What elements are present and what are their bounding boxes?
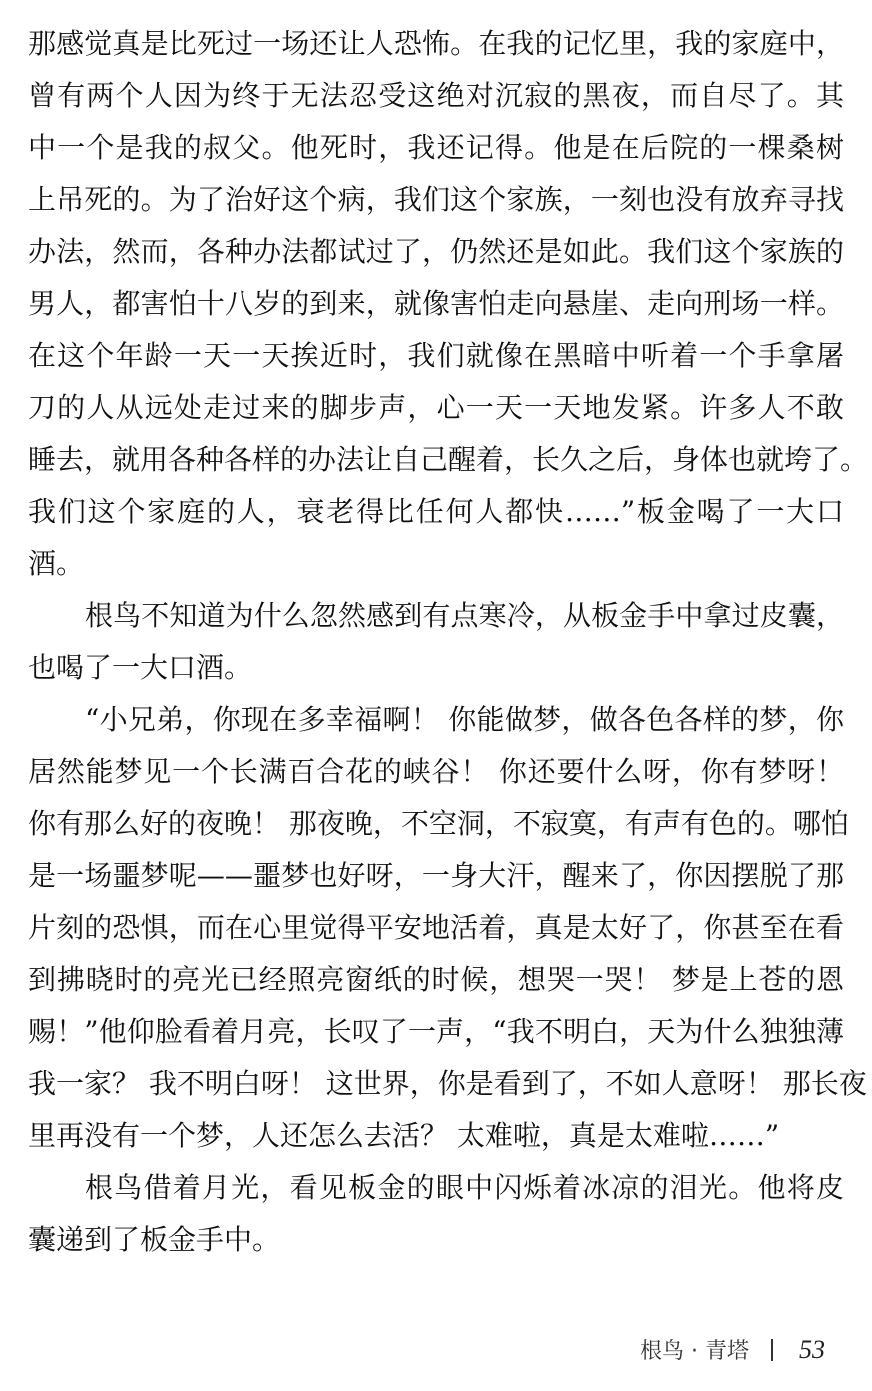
text-line: 我一家？ 我不明白呀！ 这世界，你是看到了，不如人意呀！ 那长夜 <box>28 1067 867 1100</box>
text-line: 刀的人从远处走过来的脚步声，心一天一天地发紧。许多人不敢 <box>28 391 844 424</box>
text-line: 办法，然而，各种办法都试过了，仍然还是如此。我们这个家族的 <box>28 235 844 268</box>
paragraph <box>28 1162 844 1266</box>
text-line: 中一个是我的叔父。他死时，我还记得。他是在后院的一棵桑树 <box>28 131 844 164</box>
text-line: 居然能梦见一个长满百合花的峡谷！ 你还要什么呀，你有梦呀！ <box>28 755 844 788</box>
paragraph <box>28 694 867 1162</box>
text-line: 睡去，就用各种各样的办法让自己醒着，长久之后，身体也就垮了。 <box>28 443 869 476</box>
text-line: 是一场噩梦呢——噩梦也好呀，一身大汗，醒来了，你因摆脱了那 <box>28 859 844 892</box>
text-line: 曾有两个人因为终于无法忍受这绝对沉寂的黑夜，而自尽了。其 <box>28 79 844 112</box>
text-line: 在这个年龄一天一天挨近时，我们就像在黑暗中听着一个手拿屠 <box>28 339 844 372</box>
text-line: 片刻的恐惧，而在心里觉得平安地活着，真是太好了，你甚至在看 <box>28 911 844 944</box>
footer-divider <box>771 1339 773 1361</box>
paragraph <box>28 18 869 590</box>
text-line: 上吊死的。为了治好这个病，我们这个家族，一刻也没有放弃寻找 <box>28 183 844 216</box>
text-line: 你有那么好的夜晚！ 那夜晚，不空洞，不寂寞，有声有色的。哪怕 <box>28 807 849 840</box>
paragraph <box>28 590 844 694</box>
text-line: 男人，都害怕十八岁的到来，就像害怕走向悬崖、走向刑场一样。 <box>28 287 844 320</box>
text-line: 酒。 <box>28 547 85 580</box>
text-line: 我们这个家庭的人，衰老得比任何人都快……”板金喝了一大口 <box>28 495 844 528</box>
text-line: 那感觉真是比死过一场还让人恐怖。在我的记忆里，我的家庭中， <box>28 27 844 60</box>
running-title: 根鸟 · 青塔 <box>640 1339 749 1364</box>
text-line: 也喝了一大口酒。 <box>28 651 253 684</box>
text-line: 根鸟借着月光，看见板金的眼中闪烁着冰凉的泪光。他将皮 <box>85 1171 844 1204</box>
text-line: 到拂晓时的亮光已经照亮窗纸的时候，想哭一哭！ 梦是上苍的恩 <box>28 963 844 996</box>
text-line: “小兄弟，你现在多幸福啊！ 你能做梦，做各色各样的梦，你 <box>85 703 844 736</box>
page-number: 53 <box>798 1334 825 1364</box>
text-line: 根鸟不知道为什么忽然感到有点寒冷，从板金手中拿过皮囊， <box>85 599 844 632</box>
text-line: 囊递到了板金手中。 <box>28 1223 281 1256</box>
text-line: 里再没有一个梦，人还怎么去活？ 太难啦，真是太难啦……” <box>28 1119 780 1152</box>
page-footer <box>640 1334 825 1365</box>
text-line: 赐！”他仰脸看着月亮，长叹了一声，“我不明白，天为什么独独薄 <box>28 1015 844 1048</box>
page-body <box>28 18 869 1266</box>
